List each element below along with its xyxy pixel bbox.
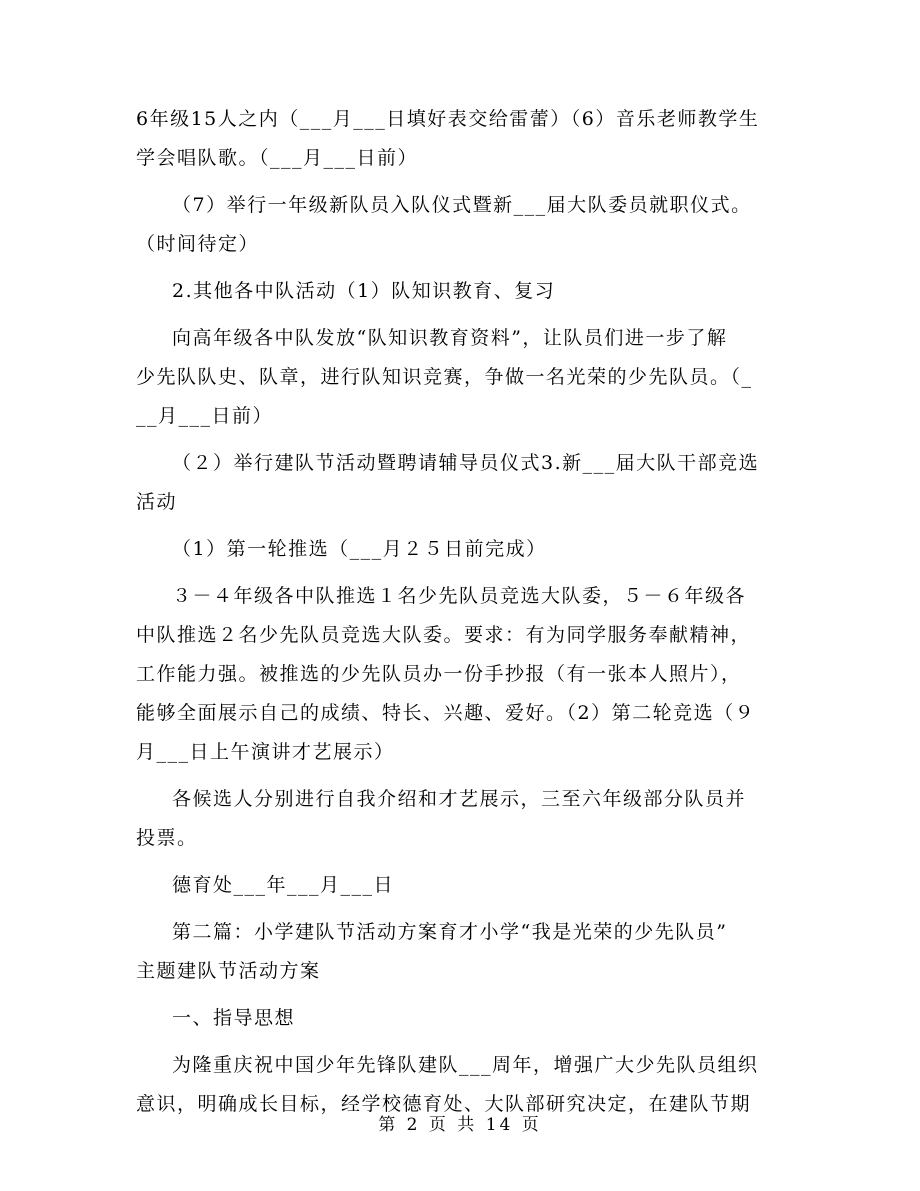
text-line-12: ３－４年级各中队推选１名少先队员竞选大队委，５－６年级各 bbox=[172, 585, 747, 607]
text-line-23: 为隆重庆祝中国少年先锋队建队___周年，增强广大少先队员组织 bbox=[172, 1054, 759, 1076]
text-line-10: 活动 bbox=[136, 491, 178, 513]
text-line-4: （时间待定） bbox=[136, 233, 260, 255]
text-line-3: （7）举行一年级新队员入队仪式暨新___届大队委员就职仪式。 bbox=[172, 194, 752, 216]
text-line-8: __月___日前） bbox=[136, 405, 274, 427]
document-body bbox=[136, 100, 784, 1124]
text-line-20: 第二篇：小学建队节活动方案育才小学“我是光荣的少先队员” bbox=[172, 921, 728, 943]
text-line-17: 各候选人分别进行自我介绍和才艺展示，三至六年级部分队员并 bbox=[172, 788, 747, 810]
text-line-15: 能够全面展示自己的成绩、特长、兴趣、爱好。（2）第二轮竞选（９ bbox=[136, 702, 756, 724]
text-line-18: 投票。 bbox=[136, 827, 198, 849]
text-line-16: 月___日上午演讲才艺展示） bbox=[136, 741, 395, 763]
text-line-6: 向高年级各中队发放“队知识教育资料”，让队员们进一步了解 bbox=[172, 327, 728, 349]
text-line-24: 意识，明确成长目标，经学校德育处、大队部研究决定，在建队节期 bbox=[136, 1093, 752, 1115]
text-line-7: 少先队队史、队章，进行队知识竞赛，争做一名光荣的少先队员。（_ bbox=[136, 366, 753, 388]
text-line-21: 主题建队节活动方案 bbox=[136, 960, 321, 982]
page-number-footer: 第 2 页 共 14 页 bbox=[378, 1115, 542, 1135]
text-line-11: （1）第一轮推选（___月２５日前完成） bbox=[172, 538, 547, 560]
text-line-13: 中队推选２名少先队员竞选大队委。要求：有为同学服务奉献精神， bbox=[136, 624, 752, 646]
text-line-5: 2.其他各中队活动（1）队知识教育、复习 bbox=[172, 280, 556, 302]
text-line-19: 德育处___年___月___日 bbox=[172, 874, 395, 896]
text-line-9: （２）举行建队节活动暨聘请辅导员仪式3.新___届大队干部竞选 bbox=[172, 452, 760, 474]
text-line-14: 工作能力强。被推选的少先队员办一份手抄报（有一张本人照片）， bbox=[136, 663, 742, 685]
text-line-1: 6年级15人之内（___月___日填好表交给雷蕾）（6）音乐老师教学生 bbox=[136, 108, 760, 130]
text-line-2: 学会唱队歌。（___月___日前） bbox=[136, 147, 419, 169]
text-line-22: 一、指导思想 bbox=[172, 1007, 296, 1029]
